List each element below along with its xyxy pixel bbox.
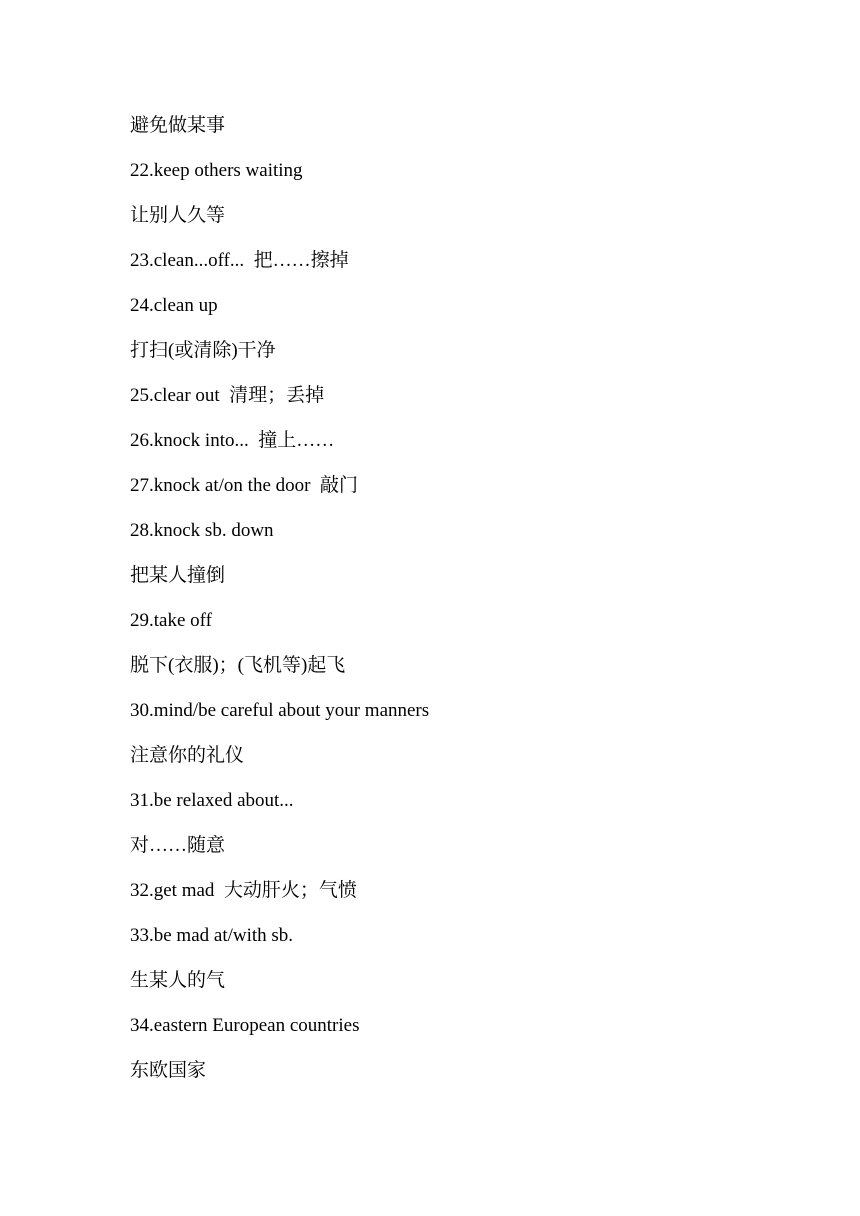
text-line: 28.knock sb. down bbox=[130, 520, 274, 541]
text-line: 25.clear out 清理；丢掉 bbox=[130, 385, 325, 406]
text-line: 27.knock at/on the door 敲门 bbox=[130, 475, 358, 496]
text-line: 对……随意 bbox=[130, 835, 226, 856]
text-line: 23.clean...off... 把……擦掉 bbox=[130, 250, 349, 271]
text-line: 31.be relaxed about... bbox=[130, 790, 294, 811]
text-line: 34.eastern European countries bbox=[130, 1015, 360, 1036]
text-line: 生某人的气 bbox=[130, 970, 226, 991]
text-line: 24.clean up bbox=[130, 295, 218, 316]
text-line: 26.knock into... 撞上…… bbox=[130, 430, 335, 451]
text-line: 打扫(或清除)干净 bbox=[130, 340, 276, 361]
text-line: 32.get mad 大动肝火；气愤 bbox=[130, 880, 357, 901]
text-line: 避免做某事 bbox=[130, 115, 226, 136]
text-line: 30.mind/be careful about your manners bbox=[130, 700, 430, 721]
text-line: 29.take off bbox=[130, 610, 212, 631]
text-line: 把某人撞倒 bbox=[130, 565, 226, 586]
text-line: 22.keep others waiting bbox=[130, 160, 303, 181]
text-line: 33.be mad at/with sb. bbox=[130, 925, 294, 946]
text-line: 注意你的礼仪 bbox=[130, 745, 245, 766]
document-page bbox=[130, 113, 810, 1103]
text-line: 脱下(衣服)；(飞机等)起飞 bbox=[130, 655, 346, 676]
text-line: 让别人久等 bbox=[130, 205, 226, 226]
text-line: 东欧国家 bbox=[130, 1060, 207, 1081]
